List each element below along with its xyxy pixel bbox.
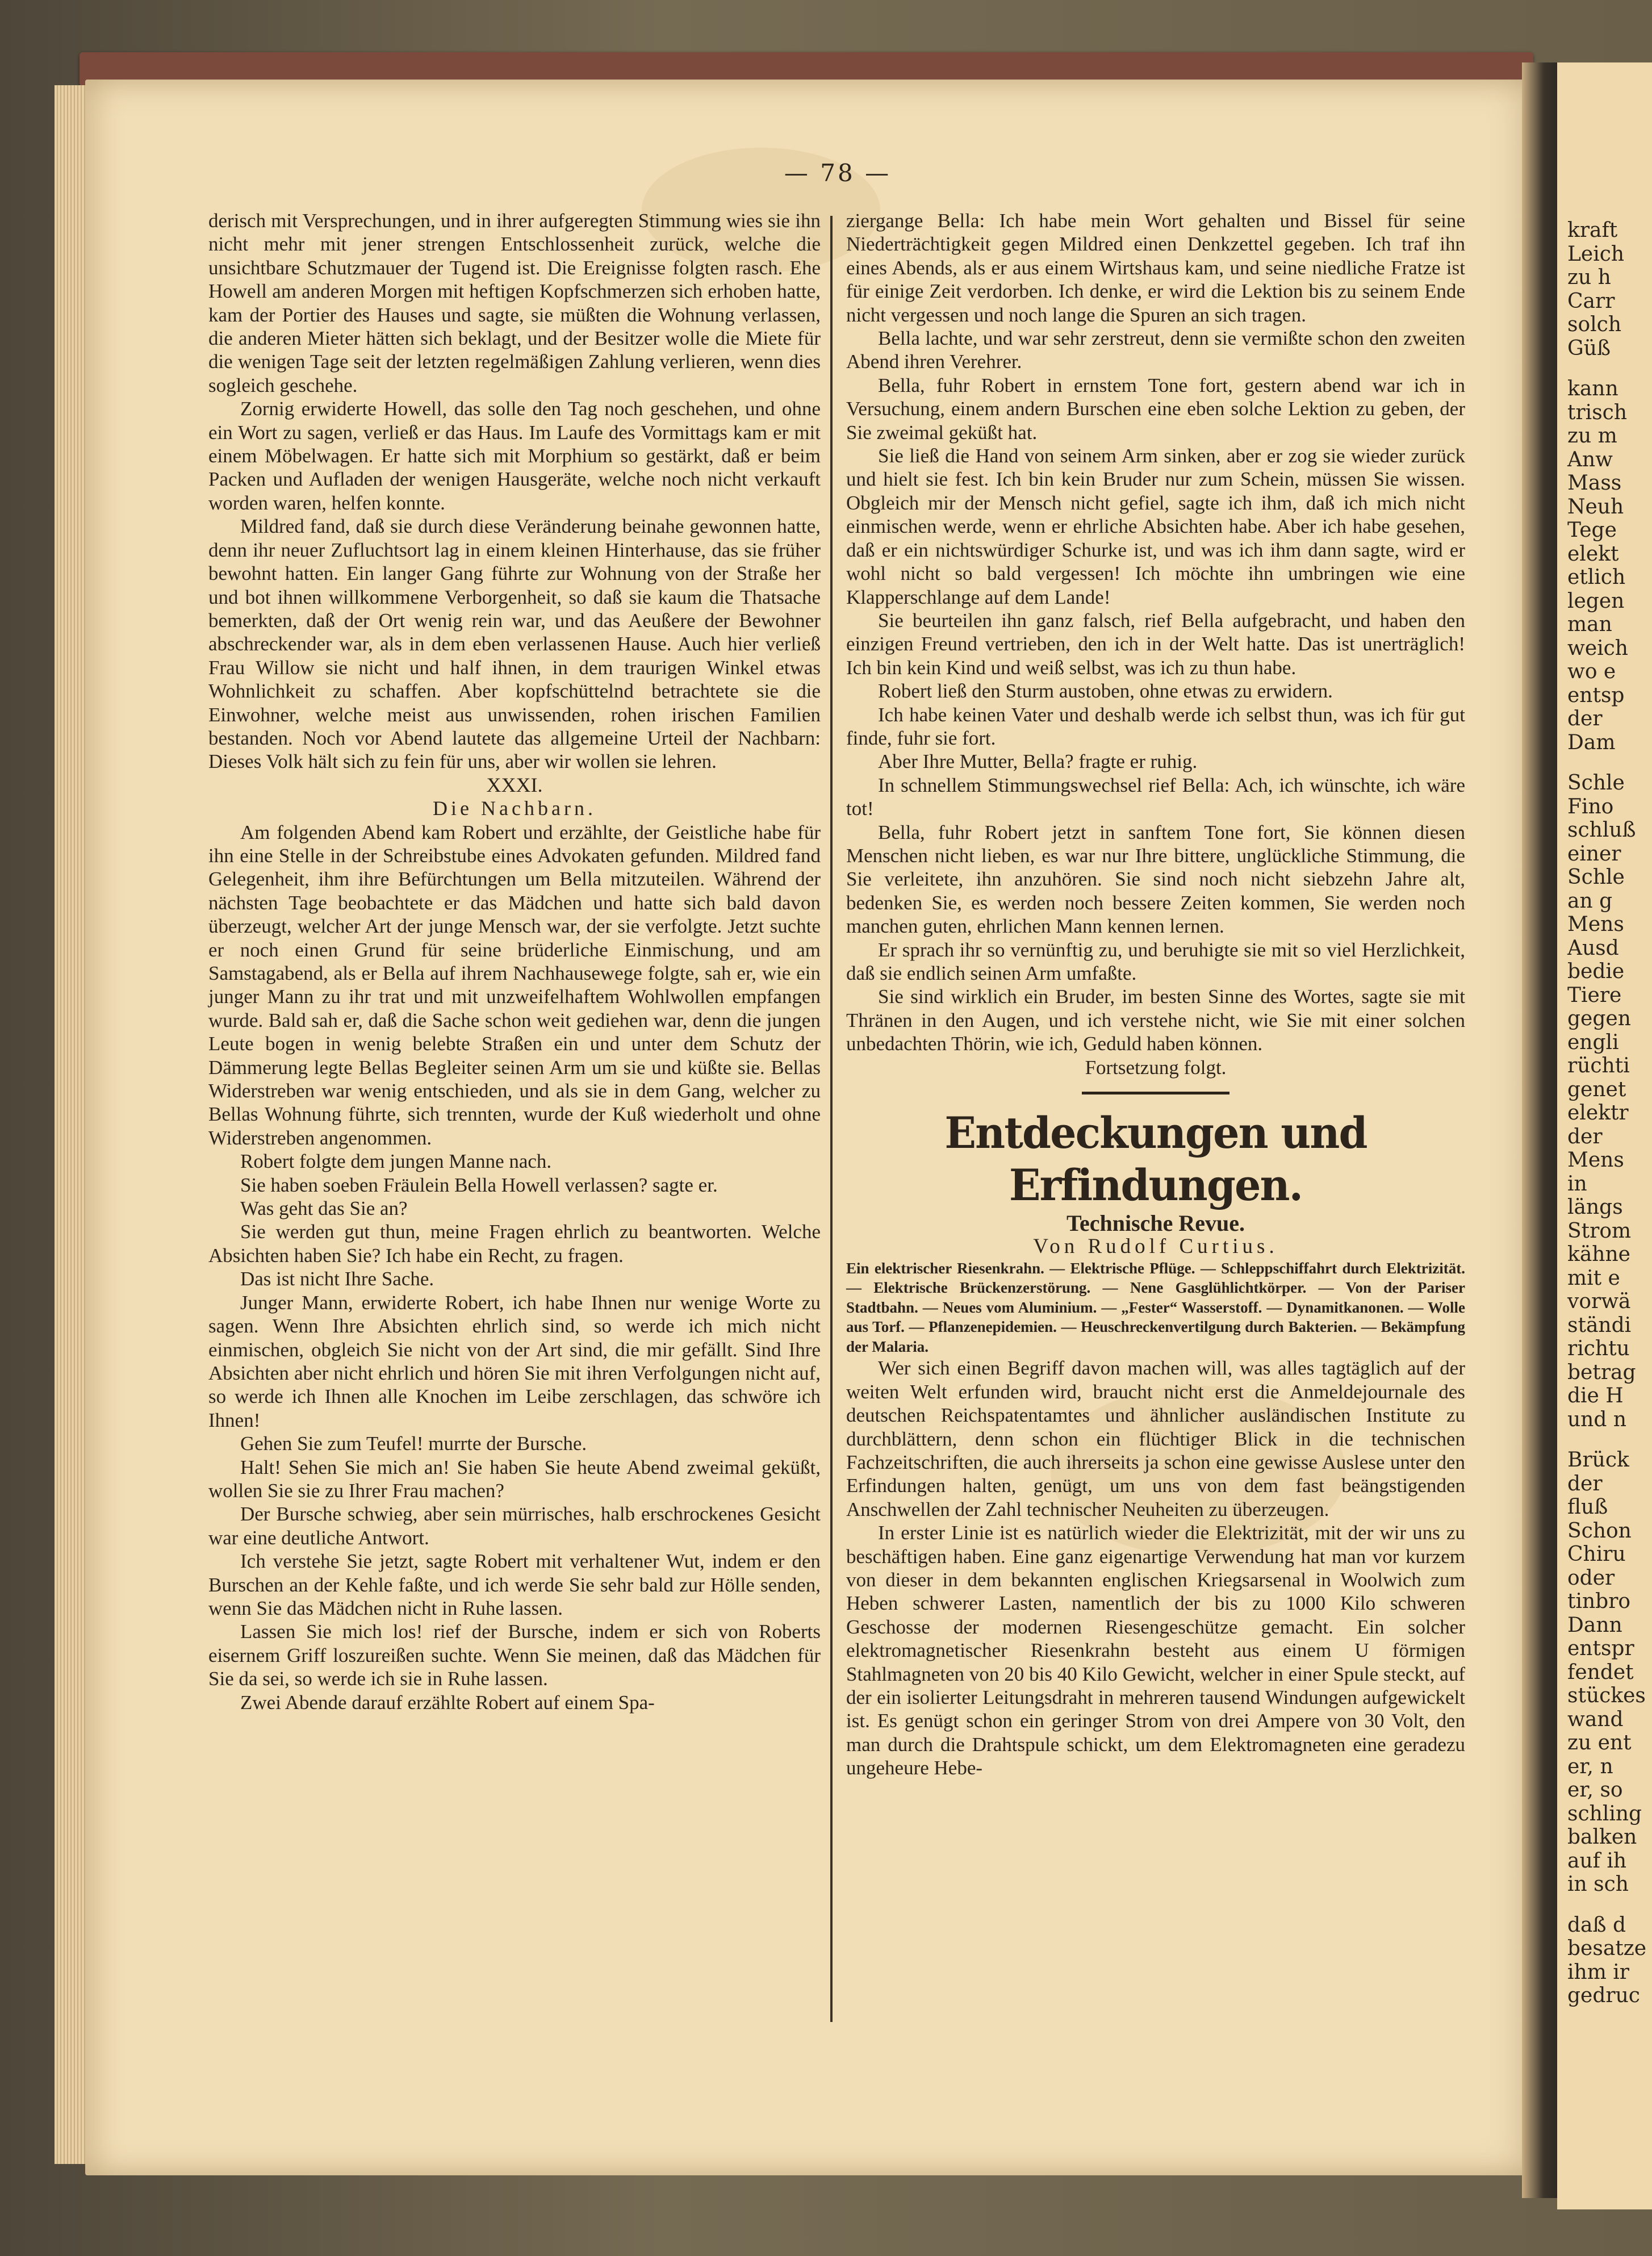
page-number: — 78 — <box>784 159 892 187</box>
facing-page-fragment: ständi <box>1567 1313 1632 1337</box>
facing-page-fragment: Chiru <box>1567 1543 1626 1566</box>
facing-page-fragment: kraft <box>1567 219 1618 242</box>
paragraph: Lassen Sie mich los! rief der Bursche, indem er sich von Roberts eisernem Griff loszureißen suchte. Wenn Sie meinen, daß das Mädchen für Sie da sei, so werde ich sie in Ruhe lassen. <box>208 1620 821 1690</box>
facing-page-fragment: Brück <box>1567 1448 1629 1472</box>
facing-page-fragment: fendet <box>1567 1660 1634 1684</box>
paragraph: Sie ließ die Hand von seinem Arm sinken, aber er zog sie wieder zurück und hielt sie fest. Ich bin kein Bruder nur zum Schein, müssen Sie wissen. Obgleich mir der Mensch nicht gefiel, sagte ich ihm, daß ich mich nicht einmischen werde, wenn er ehrliche Absichten habe. Aber ich habe gesehen, daß er ein nichtswürdiger Schurke ist, und was ich ihm dann sagte, wird er wohl nicht so bald vergessen! Ich möchte ihn umbringen wie eine Klapperschlange auf dem Lande! <box>846 445 1465 608</box>
facing-page-fragment: Dann <box>1567 1613 1622 1637</box>
facing-page-fragment: ihm ir <box>1567 1960 1630 1984</box>
facing-page-fragment: zu ent <box>1567 1731 1632 1754</box>
facing-page-fragment: Fino <box>1567 795 1614 818</box>
facing-page-fragment: einer <box>1567 842 1621 866</box>
facing-page-fragment: kann <box>1567 377 1618 400</box>
book-gutter <box>1522 62 1562 2198</box>
facing-page-fragment: engli <box>1567 1030 1619 1054</box>
facing-page-fragment: gedruc <box>1567 1984 1640 2007</box>
facing-page-fragment: legen <box>1567 589 1625 613</box>
facing-page-fragment: längs <box>1567 1196 1623 1219</box>
facing-page-fragment: richtu <box>1567 1337 1630 1360</box>
paragraph: Gehen Sie zum Teufel! murrte der Bursche. <box>240 1432 587 1455</box>
facing-page-fragment: rüchti <box>1567 1054 1630 1077</box>
facing-page-fragment: und n <box>1567 1407 1627 1431</box>
facing-page-fragment: vorwä <box>1567 1290 1631 1313</box>
paragraph: Bella, fuhr Robert jetzt in sanftem Tone fort, Sie können diesen Menschen nicht lieben, es war nur Ihre bittere, unglückliche Stimmung, die Sie verleitete, ihn anzuhören. Sie sind noch nicht siebzehn Jahre alt, bedenken Sie, es werden noch bessere Zeiten kommen, Sie werden noch manchen guten, ehrlichen Mann kennen lernen. <box>846 821 1465 938</box>
facing-page-fragment: er, n <box>1567 1754 1613 1778</box>
facing-page-fragment: in <box>1567 1172 1587 1196</box>
facing-page-fragment: wand <box>1567 1707 1624 1731</box>
paragraph: Ich habe keinen Vater und deshalb werde ich selbst thun, was ich für gut finde, fuhr sie fort. <box>846 703 1465 749</box>
facing-page-fragment: tinbro <box>1567 1590 1631 1613</box>
facing-page-fragment: Ausd <box>1567 936 1619 960</box>
paragraph: Sie haben soeben Fräulein Bella Howell verlassen? sagte er. <box>240 1173 718 1196</box>
facing-page-fragment: wo e <box>1567 660 1616 683</box>
paragraph: Zwei Abende darauf erzählte Robert auf einem Spa- <box>240 1691 655 1714</box>
paragraph: derisch mit Versprechungen, und in ihrer aufgeregten Stimmung wies sie ihn nicht mehr mit jener strengen Entschlossenheit zurück, welche die unsichtbare Schutzmauer der Tugend ist. Die Ereignisse folgten rasch. Ehe Howell am anderen Morgen mit heftigen Kopfschmerzen sich erhoben hatte, kam der Portier des Hauses und sagte, sie müßten die Wohnung verlassen, die anderen Mieter hätten sich beklagt, und der Besitzer wolle die Miete für die wenigen Tage seit der letzten regelmäßigen Zahlung verlieren, wenn dies sogleich geschehe. <box>208 210 821 396</box>
facing-page-fragment: der <box>1567 707 1603 730</box>
paragraph: Junger Mann, erwiderte Robert, ich habe Ihnen nur wenige Worte zu sagen. Wenn Ihre Absichten ehrlich sind, so werde ich mich nicht einmischen, obgleich Sie nicht von der Art sind, die mir gefällt. Sind Ihre Absichten aber nicht ehrlich und hören Sie mit ihren Verfolgungen nicht auf, so werde ich Ihnen alle Knochen im Leibe zerschlagen, das schwöre ich Ihnen! <box>208 1291 821 1431</box>
facing-page-fragment: balken <box>1567 1825 1637 1849</box>
facing-page-fragment: Dam <box>1567 730 1616 754</box>
chapter-title: Die Nachbarn. <box>433 797 596 820</box>
facing-page-fragment: in sch <box>1567 1873 1629 1896</box>
facing-page-fragment: Neuh <box>1567 495 1624 519</box>
facing-page-fragment: weich <box>1567 636 1628 660</box>
paragraph: Am folgenden Abend kam Robert und erzählte, der Geistliche habe für ihn eine Stelle in der Schreibstube eines Advokaten gefunden. Mildred fand Gelegenheit, ihm ihre Befürchtungen um Bella mitzuteilen. Während der nächsten Tage beobachtete er das Mädchen und hatte sich bald davon überzeugt, welcher Art der junge Mensch war, der sie verfolgte. Jetzt suchte er noch einen Grund für seine brüderliche Einmischung, und am Samstagabend, als er Bella auf ihrem Nachhausewege folgte, sah er, wie ein junger Mann zu ihr trat und mit unzweifelhaftem Wohlwollen empfangen wurde. Bald sah er, daß die Sache schon weit gediehen war, denn die jungen Leute bogen in wenig belebte Straßen ein und unter dem Schutz der Dämmerung legte Bellas Begleiter seinen Arm um sie und küßte sie. Bellas Widerstreben war wenig entschieden, und als sie in dem Gang, welcher zu Bellas Wohnung führte, sich trennten, wurde der Kuß wiederholt und ohne Widerstreben angenommen. <box>208 821 821 1149</box>
facing-page-fragment: elektr <box>1567 1101 1629 1125</box>
paragraph: Was geht das Sie an? <box>240 1197 408 1220</box>
facing-page-fragment: etlich <box>1567 566 1626 589</box>
facing-page-fragment: Mass <box>1567 471 1622 495</box>
paragraph: Bella lachte, und war sehr zerstreut, denn sie vermißte schon den zweiten Abend ihren Verehrer. <box>846 327 1465 373</box>
facing-page-fragment: schling <box>1567 1802 1642 1825</box>
facing-page-fragment: fluß <box>1567 1495 1608 1519</box>
paragraph: Bella, fuhr Robert in ernstem Tone fort, gestern abend war ich in Versuchung, einem andern Burschen eine eben solche Lektion zu geben, der Sie zweimal geküßt hat. <box>846 374 1465 444</box>
facing-page-fragment: Schle <box>1567 771 1625 795</box>
page-stack-edge <box>55 85 89 2164</box>
paragraph: Er sprach ihr so vernünftig zu, und beruhigte sie mit so viel Herzlichkeit, daß sie endlich seinen Arm umfaßte. <box>846 938 1465 984</box>
paragraph: Robert ließ den Sturm austoben, ohne etwas zu erwidern. <box>878 680 1333 703</box>
facing-page-fragment: entspr <box>1567 1637 1634 1660</box>
facing-page-fragment: Mens <box>1567 1148 1624 1172</box>
facing-page-fragment: besatze <box>1567 1937 1647 1960</box>
facing-page-fragment: stückes <box>1567 1684 1646 1707</box>
facing-page-fragment: der <box>1567 1125 1603 1148</box>
facing-page-fragment: auf ih <box>1567 1849 1627 1873</box>
paragraph: Ich verstehe Sie jetzt, sagte Robert mit verhaltener Wut, indem er den Burschen an der Kehle faßte, und ich werde Sie sehr bald zur Hölle senden, wenn Sie das Mädchen nicht in Ruhe lassen. <box>208 1550 821 1619</box>
facing-page-fragment: oder <box>1567 1566 1615 1590</box>
facing-page-fragment: zu m <box>1567 424 1617 448</box>
paragraph: Sie sind wirklich ein Bruder, im besten Sinne des Wortes, sagte sie mit Thränen in den Augen, und ich verstehe nicht, wie Sie mit einer solchen unbedachten Thörin, wie ich, Geduld haben können. <box>846 985 1465 1055</box>
paragraph: Halt! Sehen Sie mich an! Sie haben Sie heute Abend zweimal geküßt, wollen Sie sie zu Ihrer Frau machen? <box>208 1456 821 1502</box>
paragraph: Aber Ihre Mutter, Bella? fragte er ruhig. <box>878 750 1198 773</box>
right-column <box>846 209 1465 1780</box>
facing-page-fragment: solch <box>1567 313 1622 336</box>
facing-page-fragment: Tege <box>1567 519 1617 542</box>
facing-page-fragment: Mens <box>1567 913 1624 936</box>
facing-page-fragment: man <box>1567 613 1612 636</box>
facing-page-fragment: Carr <box>1567 289 1615 313</box>
facing-page-fragment: trisch <box>1567 400 1628 424</box>
paragraph: In schnellem Stimmungswechsel rief Bella: Ach, ich wünschte, ich wäre tot! <box>846 774 1465 820</box>
facing-page-fragment: die H <box>1567 1384 1624 1407</box>
paragraph: Der Bursche schwieg, aber sein mürrisches, halb erschrockenes Gesicht war eine deutliche Antwort. <box>208 1503 821 1549</box>
facing-page-fragment: Strom <box>1567 1219 1632 1243</box>
facing-page-fragment: kähne <box>1567 1243 1630 1266</box>
paragraph: Zornig erwiderte Howell, das solle den Tag noch geschehen, und ohne ein Wort zu sagen, verließ er das Haus. Im Laufe des Vormittags kam er mit einem Möbelwagen. Er hatte sich mit Morphium so gestärkt, daß er beim Packen und Aufladen der wenigen Hausgeräte, welche noch nicht verkauft worden waren, helfen konnte. <box>208 398 821 514</box>
facing-page-fragment: Schon <box>1567 1519 1632 1543</box>
section-subtitle: Technische Revue. <box>1066 1210 1245 1236</box>
facing-page-fragment: an g <box>1567 889 1613 913</box>
facing-page-fragment: genet <box>1567 1077 1626 1101</box>
facing-page-fragment: Anw <box>1567 448 1613 471</box>
facing-page-fragment: Tiere <box>1567 983 1622 1007</box>
paragraph: Sie beurteilen ihn ganz falsch, rief Bella aufgebracht, und haben den einzigen Freund vertrieben, den ich in der Welt hatte. Das ist unerträglich! Ich bin kein Kind und weiß selbst, was ich zu thun habe. <box>846 609 1465 679</box>
facing-page-fragment: zu h <box>1567 266 1611 289</box>
facing-page-fragment: Güß <box>1567 336 1611 360</box>
paragraph: Wer sich einen Begriff davon machen will, was alles tagtäglich auf der weiten Welt erfunden wird, braucht nicht erst die Anmeldejournale des deutschen Reichspatentamtes und ähnlicher ausländischen Institute zu durchblättern, denn schon ein flüchtiger Blick in die technischen Fachzeitschriften, die auch ihrerseits ja schon eine gewisse Auslese unter den Erfindungen halten, genügt, um uns von dem fast beängstigenden Anschwellen der Zahl technischer Neuheiten zu überzeugen. <box>846 1357 1465 1520</box>
facing-page-fragment: er, so <box>1567 1778 1623 1802</box>
facing-page-fragment: Schle <box>1567 866 1625 889</box>
facing-page-fragment: bedie <box>1567 960 1625 983</box>
section-title: Entdeckungen und Erfindungen. <box>944 1108 1367 1211</box>
section-summary: Ein elektrischer Riesenkrahn. — Elektrische Pflüge. — Schleppschiffahrt durch Elektrizität. — Elektrische Brückenzerstörung. — Nene Gasglühlichtkörper. — Von der Pariser Stadtbahn. — Neues vom Aluminium. — „Fester“ Wasserstoff. — Dynamitkanonen. — Wolle aus Torf. — Pflanzenepidemien. — Heuschreckenvertilgung durch Bakterien. — Bekämpfung der Malaria. <box>846 1259 1465 1355</box>
paragraph: Robert folgte dem jungen Manne nach. <box>240 1150 552 1173</box>
left-column <box>208 209 821 1714</box>
paragraph: Mildred fand, daß sie durch diese Veränderung beinahe gewonnen hatte, denn ihr neuer Zufluchtsort lag in einem kleinen Hinterhause, das sie früher bewohnt hatten. Ein langer Gang führte zur Wohnung von der Straße her und bot ihnen willkommene Verborgenheit, so daß sie kaum die Thatsache bemerkten, daß der Ort wenig rein war, und das Aeußere der Bewohner abschreckender war, als in dem eben verlassenen Hause. Auch hier verließ Frau Willow sie nicht und half ihnen, in dem traurigen Winkel etwas Wohnlichkeit zu schaffen. Aber kopfschüttelnd betrachtete sie die Einwohner, welche meist aus unwissenden, rohen irischen Familien bestanden. Noch vor Abend lautete das allgemeine Urteil der Nachbarn: Dieses Volk hält sich zu fein für uns, aber wir wollen sie lehren. <box>208 515 821 773</box>
facing-page-fragment: schluß <box>1567 818 1636 842</box>
section-author: Von Rudolf Curtius. <box>1033 1235 1278 1259</box>
facing-page-fragment: daß d <box>1567 1913 1626 1937</box>
facing-page-fragment: Leich <box>1567 242 1625 266</box>
facing-page-fragment: entsp <box>1567 683 1625 707</box>
continuation-note: Fortsetzung folgt. <box>1085 1056 1227 1079</box>
facing-page-fragment: betrag <box>1567 1360 1636 1384</box>
facing-page-fragment: der <box>1567 1472 1603 1495</box>
facing-page-fragment: mit e <box>1567 1266 1620 1290</box>
paragraph: Das ist nicht Ihre Sache. <box>240 1268 434 1290</box>
facing-page <box>1557 62 1652 2209</box>
section-separator-rule <box>1082 1092 1229 1094</box>
facing-page-fragment: elekt <box>1567 542 1619 566</box>
chapter-number: XXXI. <box>486 773 543 796</box>
column-divider <box>830 216 833 2022</box>
paragraph: ziergange Bella: Ich habe mein Wort gehalten und Bissel für seine Niederträchtigkeit gegen Mildred einen Denkzettel gegeben. Ich traf ihn eines Abends, als er aus einem Wirtshaus kam, und seine niedliche Fratze ist für einige Zeit verdorben. Ich denke, er wird die Lektion bis zu seinem Ende nicht vergessen und noch lange die Spuren an sich tragen. <box>846 210 1465 326</box>
paragraph: Sie werden gut thun, meine Fragen ehrlich zu beantworten. Welche Absichten haben Sie? Ich habe ein Recht, zu fragen. <box>208 1221 821 1267</box>
paragraph: In erster Linie ist es natürlich wieder die Elektrizität, mit der wir uns zu beschäftigen haben. Eine ganz eigenartige Verwendung hat man vor kurzem von dieser in dem bekannten englischen Kriegsarsenal in Woolwich zum Heben schwerer Lasten, namentlich der bis zu 1000 Kilo schweren Geschosse der modernen Riesengeschütze gemacht. Ein solcher elektromagnetischer Riesenkrahn besteht aus einem U förmigen Stahlmagneten von 20 bis 40 Kilo Gewicht, welcher in einer Spule steckt, auf der ein isolierter Leitungsdraht in mehreren tausend Windungen aufgewickelt ist. Es genügt schon ein geringer Strom von drei Ampere von 30 Volt, den man durch die Drahtspule schickt, um dem Elektromagneten eine geradezu ungeheure Hebe- <box>846 1522 1465 1779</box>
facing-page-fragment: gegen <box>1567 1007 1631 1030</box>
